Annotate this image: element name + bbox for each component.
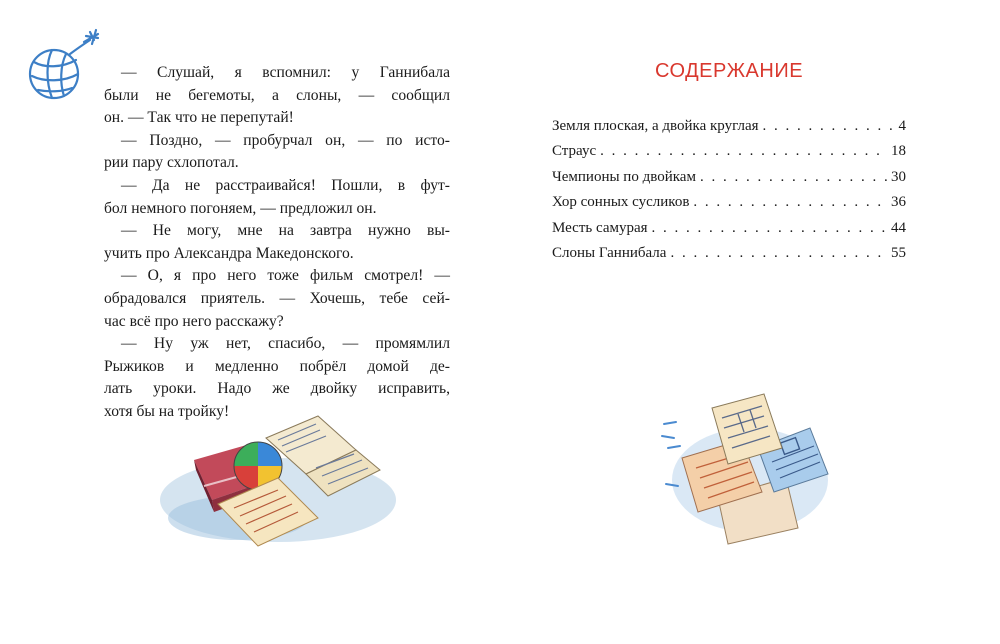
story-text bbox=[104, 62, 450, 424]
toc-item-page: 55 bbox=[891, 244, 906, 261]
toc-item-page: 18 bbox=[891, 143, 906, 160]
story-line: обрадовался приятель. — Хочешь, тебе сей- bbox=[104, 289, 450, 307]
toc-item-title: Чемпионы по двойкам bbox=[552, 168, 696, 185]
toc-leader-dots bbox=[600, 141, 887, 161]
toc-item-title: Слоны Ганнибала bbox=[552, 244, 667, 261]
toc-item[interactable] bbox=[552, 243, 906, 268]
toc-leader-dots bbox=[670, 243, 887, 263]
toc-item[interactable] bbox=[552, 192, 906, 217]
story-line: рии пару схлопотал. bbox=[104, 154, 239, 172]
story-line: бол немного погоняем, — предложил он. bbox=[104, 199, 377, 217]
ball-with-fuse-icon bbox=[22, 24, 107, 109]
story-line: час всё про него расскажу? bbox=[104, 312, 284, 330]
toc-item-page: 4 bbox=[898, 118, 906, 134]
toc-item-title: Земля плоская, а двойка круглая bbox=[552, 118, 759, 134]
story-line: — О, я про него тоже фильм смотрел! — bbox=[121, 267, 450, 285]
table-of-contents bbox=[552, 116, 906, 268]
story-line: учить про Александра Македонского. bbox=[104, 244, 354, 262]
story-line: Рыжиков и медленно побрёл домой де- bbox=[104, 357, 450, 375]
toc-leader-dots bbox=[763, 116, 895, 136]
toc-item[interactable] bbox=[552, 218, 906, 243]
toc-item-title: Страус bbox=[552, 143, 597, 160]
toc-item-page: 36 bbox=[891, 194, 906, 211]
toc-title: СОДЕРЖАНИЕ bbox=[654, 60, 804, 82]
story-line: — Да не расстраивайся! Пошли, в фут- bbox=[121, 176, 450, 194]
toc-item[interactable] bbox=[552, 167, 906, 192]
toc-leader-dots bbox=[700, 167, 887, 187]
toc-item[interactable] bbox=[552, 141, 906, 166]
story-line: — Слушай, я вспомнил: у Ганнибала bbox=[121, 64, 450, 81]
toc-item-title: Хор сонных сусликов bbox=[552, 194, 690, 211]
story-line: — Не могу, мне на завтра нужно вы- bbox=[121, 222, 450, 240]
toc-item-page: 44 bbox=[891, 219, 906, 236]
story-line: хотя бы на тройку! bbox=[104, 402, 230, 420]
toc-item-title: Месть самурая bbox=[552, 219, 648, 236]
scattered-papers-illustration bbox=[658, 388, 838, 548]
story-line: — Поздно, — пробурчал он, — по исто- bbox=[121, 131, 450, 149]
toc-leader-dots bbox=[652, 218, 887, 238]
story-line: он. — Так что не перепутай! bbox=[104, 109, 294, 127]
story-line: были не бегемоты, а слоны, — сообщил bbox=[104, 86, 450, 104]
toc-leader-dots bbox=[693, 192, 887, 212]
story-line: — Ну уж нет, спасибо, — промямлил bbox=[121, 335, 450, 353]
story-line: лать уроки. Надо же двойку исправить, bbox=[104, 380, 450, 398]
books-and-ball-illustration bbox=[158, 408, 398, 558]
toc-item[interactable] bbox=[552, 116, 906, 141]
toc-item-page: 30 bbox=[891, 168, 906, 185]
